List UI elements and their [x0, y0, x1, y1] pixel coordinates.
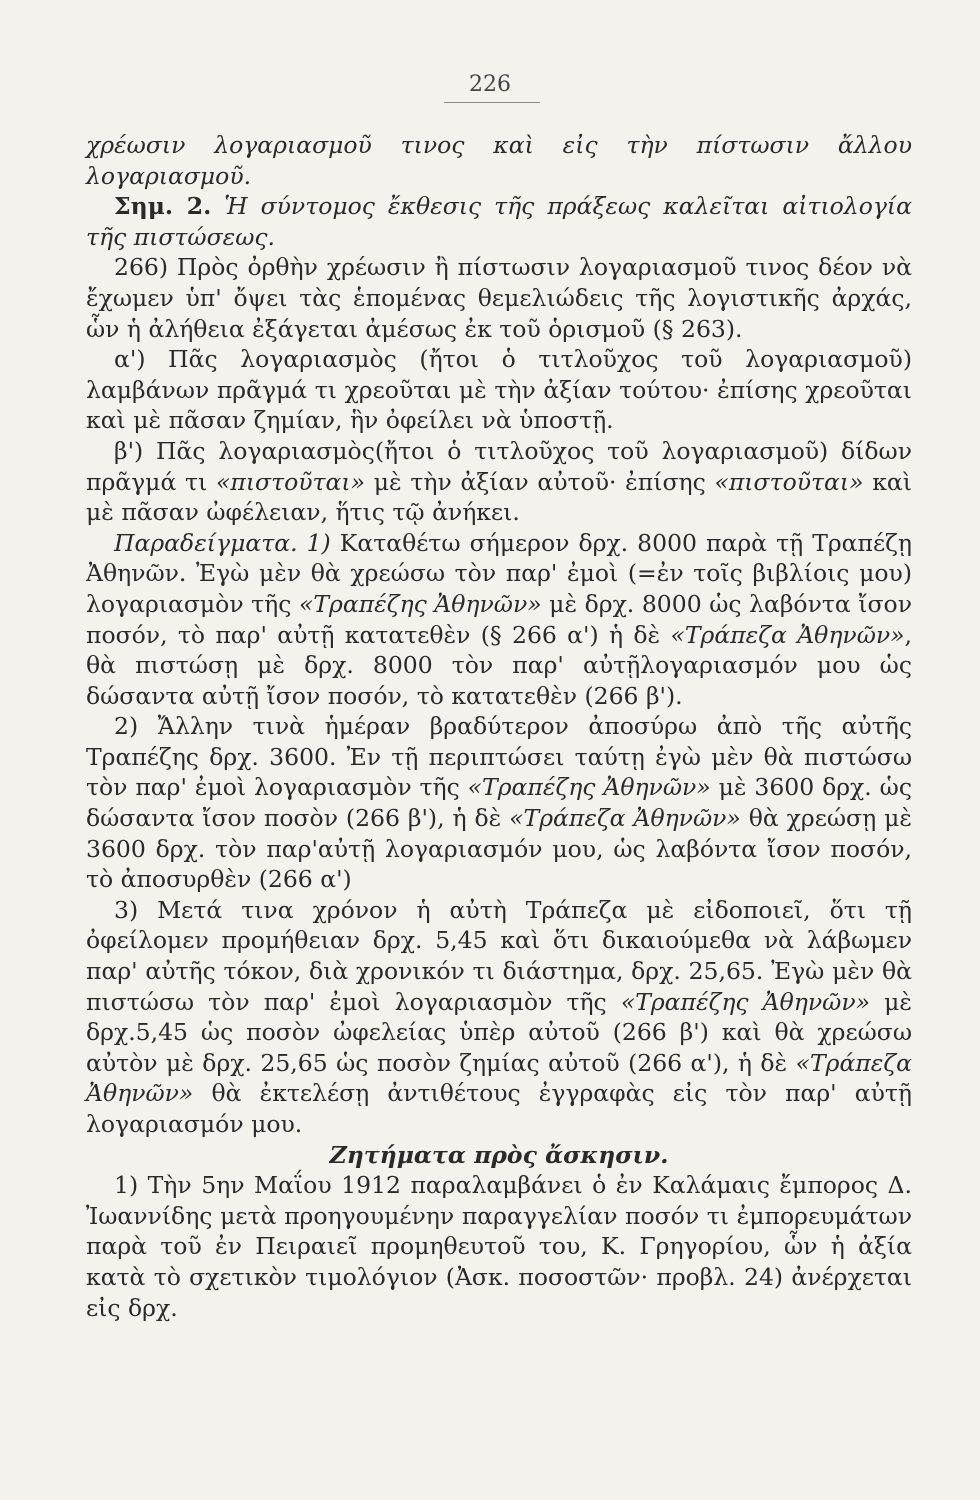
paragraph-266: 266) Πρὸς ὀρθὴν χρέωσιν ἢ πίστωσιν λογαριασμοῦ τινος δέον νὰ ἔχωμεν ὑπ' ὄψει τὰς ἑπομένας θεμελιώδεις τῆς λογιστικῆς ἀρχάς, ὧν ἡ ἀλήθεια ἐξάγεται ἀμέσως ἐκ τοῦ ὁρισμοῦ (§ 263). — [86, 253, 912, 343]
text-span: β') Πᾶς λογαριασμὸς(ἤτοι ὁ τιτλοῦχος τοῦ λογαριασμοῦ) δίδων πρᾶγμά τι — [86, 436, 912, 496]
text-span: 3) Μετά τινα χρόνον ἡ αὐτὴ Τράπεζα μὲ εἰδοποιεῖ, ὅτι τῇ ὀφείλομεν προμήθειαν δρχ. 5,45 καὶ ὅτι δικαιούμεθα νὰ λάβωμεν παρ' αὐτῆς τόκον, διὰ χρονικόν τι διάστημα, δρχ. 25,65. Ἐγὼ μὲν θὰ πιστώσω τὸν παρ' ἐμοὶ λογαριασμὸν τῆς — [86, 895, 912, 1016]
text-span: 2) Ἄλλην τινὰ ἡμέραν βραδύτερον ἀποσύρω ἀπὸ τῆς αὐτῆς Τραπέζης δρχ. 3600. Ἐν τῇ περιπτώσει ταύτῃ ἐγὼ μὲν θὰ πιστώσω τὸν παρ' ἐμοὶ λογαριασμὸν τῆς — [86, 712, 912, 802]
paragraph-continuation: χρέωσιν λογαριασμοῦ τινος καὶ εἰς τὴν πίστωσιν ἄλλου λογαριασμοῦ. — [86, 131, 912, 190]
text-span: μὲ 3600 δρχ. ὡς δώσαντα ἴσον ποσὸν (266 β'), ἡ δὲ — [86, 773, 912, 833]
paragraph-example-3 — [86, 895, 912, 1140]
page-number: 226 — [469, 72, 511, 97]
quoted-term: «Τραπέζης Ἀθηνῶν» — [298, 589, 542, 618]
text-span: μὲ δρχ. 8000 ὡς λαβόντα ἴσον ποσόν, τὸ παρ' αὐτῇ κατατεθὲν (§ 266 α') ἡ δὲ — [86, 589, 912, 649]
quoted-term: «Τράπεζα Ἀθηνῶν» — [670, 620, 905, 649]
paragraph-exercise-1: 1) Τὴν 5ην Μαΐου 1912 παραλαμβάνει ὁ ἐν Καλάμαις ἔμπορος Δ. Ἰωαννίδης μετὰ προηγουμένην παραγγελίαν ποσόν τι ἐμπορευμάτων παρὰ τοῦ ἐν Πειραιεῖ προμηθευτοῦ του, Κ. Γρηγορίου, ὧν ἡ ἀξία κατὰ τὸ σχετικὸν τιμολόγιον (Ἀσκ. ποσοστῶν· προβλ. 24) ἀνέρχεται εἰς δρχ. — [86, 1171, 912, 1322]
page-number-rule — [444, 102, 540, 103]
text-span: θὰ χρεώσῃ μὲ 3600 δρχ. τὸν παρ'αὐτῇ λογαριασμόν μου, ὡς λαβόντα ἴσον ποσόν, τὸ ἀποσυρθὲν (266 α') — [86, 804, 912, 894]
quoted-term: «Τράπεζα Ἀθηνῶν» — [86, 1048, 912, 1108]
text-span: θὰ ἐκτελέσῃ ἀντιθέτους ἐγγραφὰς εἰς τὸν παρ' αὐτῇ λογαριασμόν μου. — [86, 1079, 912, 1138]
paragraph-rule-b — [86, 436, 912, 528]
paragraph-example-1 — [86, 528, 912, 712]
text-span: μὲ δρχ.5,45 ὡς ποσὸν ὠφελείας ὑπὲρ αὐτοῦ (266 β') καὶ θὰ χρεώσω αὐτὸν μὲ δρχ. 25,65 ὡς ποσὸν ζημίας αὐτοῦ (266 α'), ἡ δὲ — [86, 987, 912, 1077]
note-label: Σημ. 2. — [114, 192, 212, 221]
text-span: Καταθέτω σήμερον δρχ. 8000 παρὰ τῇ Τραπέζῃ Ἀθηνῶν. Ἐγὼ μὲν θὰ χρεώσω τὸν παρ' ἐμοὶ (=ἐν τοῖς βιβλίοις μου) λογαριασμὸν τῆς — [86, 528, 912, 618]
text-span: μὲ τὴν ἀξίαν αὐτοῦ· ἐπίσης — [365, 467, 715, 496]
paragraph-note-2 — [86, 191, 912, 252]
text-span: καὶ μὲ πᾶσαν ὠφέλειαν, ἥτις τῷ ἀνήκει. — [86, 467, 912, 527]
quoted-term: «Τραπέζης Ἀθηνῶν» — [467, 773, 711, 802]
section-heading: Ζητήματα πρὸς ἄσκησιν. — [329, 1140, 669, 1169]
paragraph-example-2 — [86, 711, 912, 895]
text-span: , θὰ πιστώσῃ μὲ δρχ. 8000 τὸν παρ' αὐτῇλογαριασμόν μου ὡς δώσαντα αὐτῇ ἴσον ποσόν, τὸ κατατεθὲν (266 β'). — [86, 620, 912, 710]
examples-label: Παραδείγματα. — [114, 528, 298, 557]
quoted-term: «πιστοῦται» — [714, 467, 864, 496]
body-text — [86, 130, 912, 1323]
quoted-term: «πιστοῦται» — [216, 467, 365, 496]
paragraph-rule-a: α') Πᾶς λογαριασμὸς (ἤτοι ὁ τιτλοῦχος τοῦ λογαριασμοῦ) λαμβάνων πρᾶγμά τι χρεοῦται μὲ τὴν ἀξίαν τούτου· ἐπίσης χρεοῦται καὶ μὲ πᾶσαν ζημίαν, ἣν ὀφείλει νὰ ὑποστῇ. — [86, 345, 912, 435]
note-text: Ἡ σύντομος ἔκθεσις τῆς πράξεως καλεῖται αἰτιολογία τῆς πιστώσεως. — [86, 192, 912, 251]
quoted-term: «Τράπεζα Ἀθηνῶν» — [509, 804, 741, 833]
quoted-term: «Τραπέζης Ἀθηνῶν» — [620, 987, 870, 1016]
example-number: 1) — [306, 528, 331, 557]
